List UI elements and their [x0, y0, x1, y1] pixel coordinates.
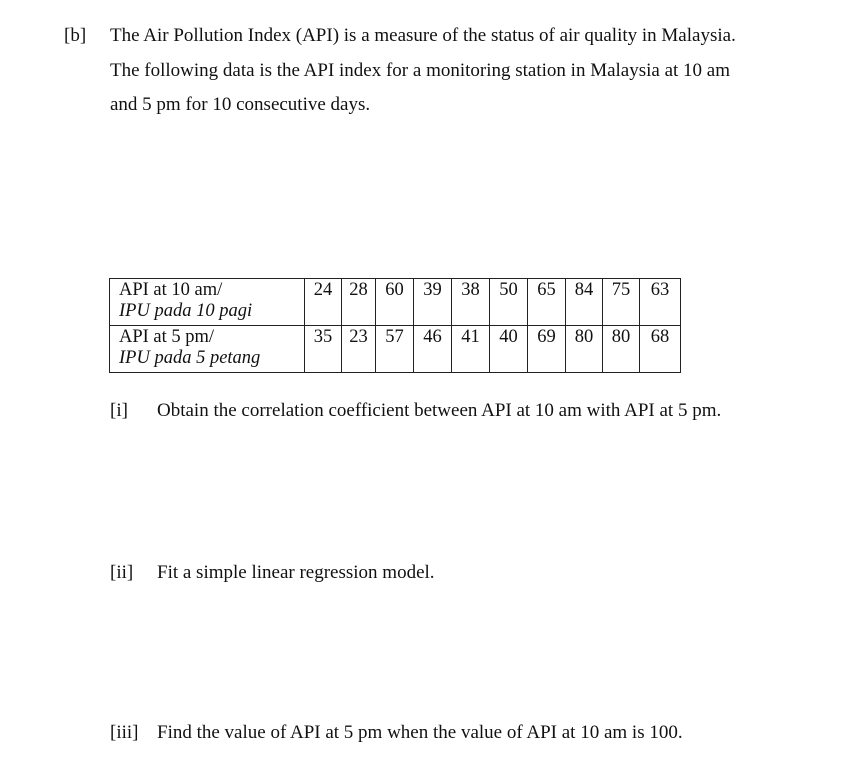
table-cell: 80 — [566, 326, 603, 373]
row-label-10am — [110, 279, 305, 326]
subquestion-i-number: [i] — [110, 400, 128, 421]
subquestion-i-text: Obtain the correlation coefficient between API at 10 am with API at 5 pm. — [157, 400, 722, 421]
subquestion-ii-text: Fit a simple linear regression model. — [157, 562, 435, 583]
table-cell: 84 — [566, 279, 603, 326]
table-row-10am — [110, 279, 681, 326]
row-label-5pm — [110, 326, 305, 373]
table-cell: 38 — [452, 279, 490, 326]
api-data-table — [109, 278, 681, 373]
table-cell: 46 — [414, 326, 452, 373]
table-cell: 35 — [305, 326, 342, 373]
table-cell: 65 — [528, 279, 566, 326]
table-row-5pm — [110, 326, 681, 373]
table-cell: 57 — [376, 326, 414, 373]
subquestion-iii-text: Find the value of API at 5 pm when the value of API at 10 am is 100. — [157, 722, 683, 743]
intro-line-2: The following data is the API index for a monitoring station in Malaysia at 10 am — [110, 60, 731, 81]
row-label-en: API at 10 am/ — [119, 280, 223, 300]
table-cell: 60 — [376, 279, 414, 326]
table-cell: 23 — [342, 326, 376, 373]
table-cell: 41 — [452, 326, 490, 373]
row-label-ms: IPU pada 5 petang — [119, 348, 261, 368]
table-cell: 69 — [528, 326, 566, 373]
table-cell: 28 — [342, 279, 376, 326]
table-cell: 75 — [603, 279, 640, 326]
intro-line-1: The Air Pollution Index (API) is a measure of the status of air quality in Malaysia. — [110, 25, 736, 46]
table-cell: 40 — [490, 326, 528, 373]
table-cell: 68 — [640, 326, 681, 373]
table-cell: 80 — [603, 326, 640, 373]
row-label-ms: IPU pada 10 pagi — [119, 301, 253, 321]
table-cell: 63 — [640, 279, 681, 326]
row-label-en: API at 5 pm/ — [119, 327, 215, 347]
table-cell: 24 — [305, 279, 342, 326]
intro-line-3: and 5 pm for 10 consecutive days. — [110, 94, 371, 115]
subquestion-ii-number: [ii] — [110, 562, 134, 583]
subquestion-iii-number: [iii] — [110, 722, 139, 743]
question-label: [b] — [64, 25, 87, 46]
table-cell: 39 — [414, 279, 452, 326]
table-cell: 50 — [490, 279, 528, 326]
